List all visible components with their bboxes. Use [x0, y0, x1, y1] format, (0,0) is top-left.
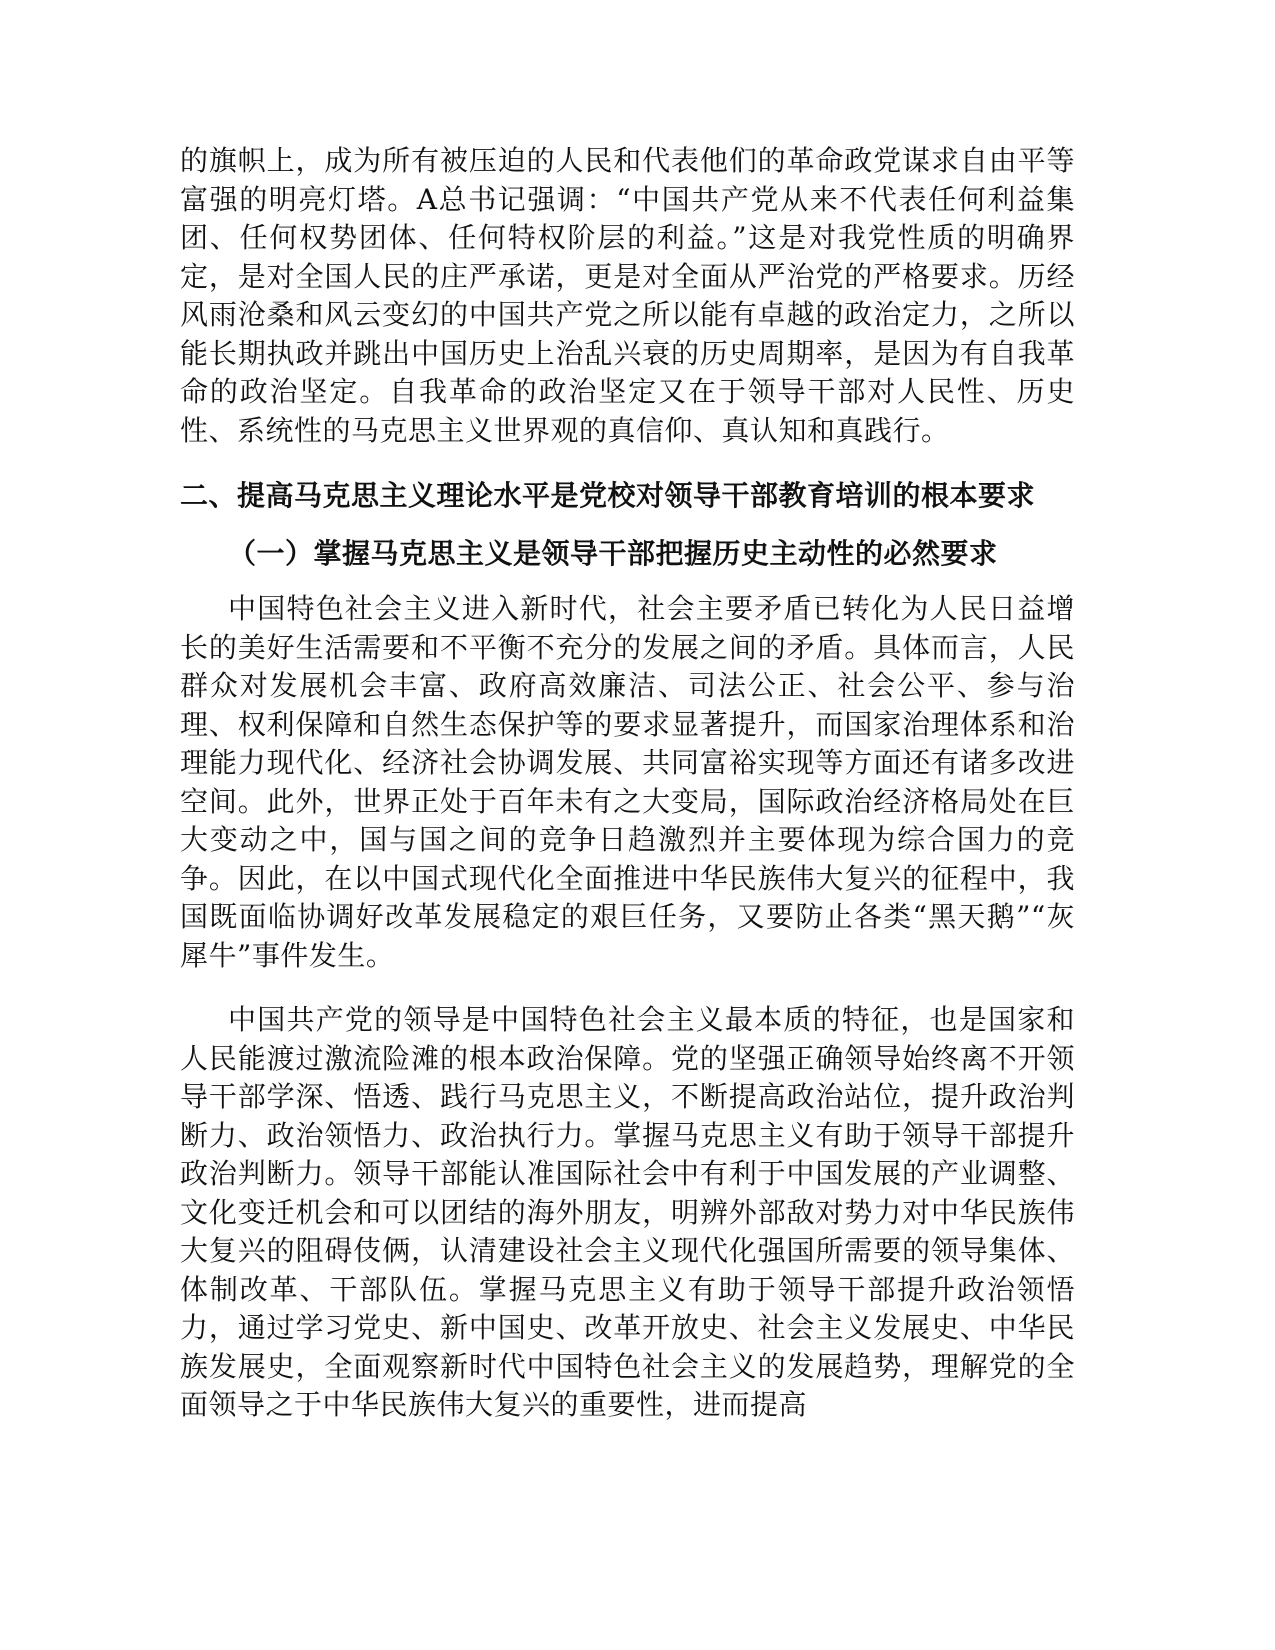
body-paragraph-continued: 的旗帜上，成为所有被压迫的人民和代表他们的革命政党谋求自由平等富强的明亮灯塔。A总书记强调：“中国共产党从来不代表任何利益集团、任何权势团体、任何特权阶层的利益。”这是对我党性质的明确界定，是对全国人民的庄严承诺，更是对全面从严治党的严格要求。历经风雨沧桑和风云变幻的中国共产党之所以能有卓越的政治定力，之所以能长期执政并跳出中国历史上治乱兴衰的历史周期率，是因为有自我革命的政治坚定。自我革命的政治坚定又在于领导干部对人民性、历史性、系统性的马克思主义世界观的真信仰、真认知和真践行。: [180, 144, 1075, 447]
section-heading: 二、提高马克思主义理论水平是党校对领导干部教育培训的根本要求: [180, 479, 1036, 512]
document-page: [180, 142, 1075, 1425]
body-paragraph: 中国特色社会主义进入新时代，社会主要矛盾已转化为人民日益增长的美好生活需要和不平衡不充分的发展之间的矛盾。具体而言，人民群众对发展机会丰富、政府高效廉洁、司法公正、社会公平、参与治理、权利保障和自然生态保护等的要求显著提升，而国家治理体系和治理能力现代化、经济社会协调发展、共同富裕实现等方面还有诸多改进空间。此外，世界正处于百年未有之大变局，国际政治经济格局处在巨大变动之中，国与国之间的竞争日趋激烈并主要体现为综合国力的竞争。因此，在以中国式现代化全面推进中华民族伟大复兴的征程中，我国既面临协调好改革发展稳定的艰巨任务，又要防止各类“黑天鹅”“灰犀牛”事件发生。: [180, 592, 1075, 972]
body-paragraph: 中国共产党的领导是中国特色社会主义最本质的特征，也是国家和人民能渡过激流险滩的根本政治保障。党的坚强正确领导始终离不开领导干部学深、悟透、践行马克思主义，不断提高政治站位，提升政治判断力、政治领悟力、政治执行力。掌握马克思主义有助于领导干部提升政治判断力。领导干部能认准国际社会中有利于中国发展的产业调整、文化变迁机会和可以团结的海外朋友，明辨外部敌对势力对中华民族伟大复兴的阻碍伎俩，认清建设社会主义现代化强国所需要的领导集体、体制改革、干部队伍。掌握马克思主义有助于领导干部提升政治领悟力，通过学习党史、新中国史、改革开放史、社会主义发展史、中华民族发展史，全面观察新时代中国特色社会主义的发展趋势，理解党的全面领导之于中华民族伟大复兴的重要性，进而提高: [180, 1003, 1075, 1421]
subsection-heading: （一）掌握马克思主义是领导干部把握历史主动性的必然要求: [228, 537, 998, 570]
